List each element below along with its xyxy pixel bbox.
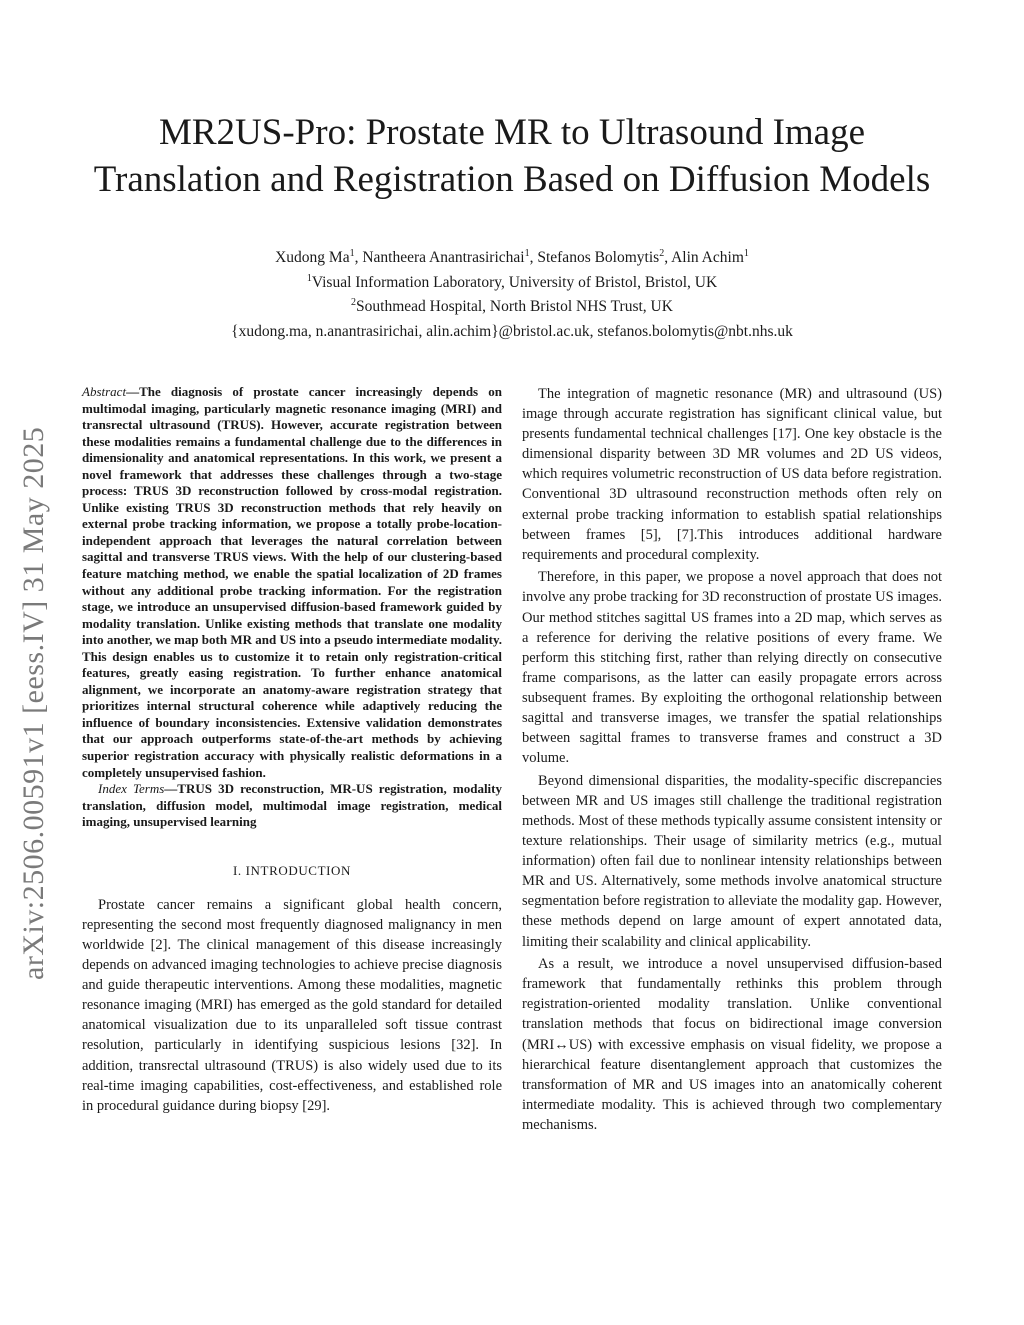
- body-paragraph: Beyond dimensional disparities, the modality-specific discrepancies between MR and US images still challenge the traditional registration methods. Most of these methods typically assume consistent intensity or texture relationships. Their usage of similarity metrics (e.g., mutual information) often fail due to nonlinear intensity relationships between MR and US. Alternatively, some methods involve anatomical structure segmentation before registration to alleviate the modality gap. However, these methods depend on large amount of expert annotated data, limiting their scalability and clinical applicability.: [522, 772, 942, 950]
- author-affiliation-mark: 1: [524, 247, 530, 259]
- body-paragraph: Prostate cancer remains a significant global health concern, representing the second most frequently diagnosed malignancy in men worldwide [2]. The clinical management of this disease increasingly depends on advanced imaging technologies to achieve precise diagnosis and guide therapeutic interventions. Among these modalities, magnetic resonance imaging (MRI) has emerged as the gold standard for detailed anatomical visualization due to its unparalleled soft tissue contrast resolution, particularly in identifying suspicious lesions [32]. In addition, transrectal ultrasound (TRUS) is also widely used due to its real-time imaging capabilities, cost-effectiveness, and established role in procedural guidance during biopsy [29].: [82, 896, 502, 1114]
- index-terms-text: —TRUS 3D reconstruction, MR-US registration, modality translation, diffusion model, multimodal image registration, medical imaging, unsupervised learning: [82, 781, 502, 830]
- author-name: Stefanos Bolomytis: [537, 249, 660, 266]
- section-number: I.: [232, 862, 242, 878]
- index-terms-label: Index Terms: [98, 781, 165, 797]
- left-column: [82, 384, 502, 1116]
- section-heading: [82, 863, 502, 879]
- arxiv-identifier: arXiv:2506.00591v1 [eess.IV] 31 May 2025: [17, 426, 50, 980]
- author-name: Nantheera Anantrasirichai: [362, 249, 525, 266]
- author-affiliation-mark: 1: [349, 247, 355, 259]
- author-name: Alin Achim: [671, 249, 744, 266]
- right-column: [522, 384, 942, 1135]
- author-affiliation-mark: 1: [743, 247, 749, 259]
- affiliation-line: [90, 271, 934, 296]
- arxiv-sidebar-stamp: [2, 340, 66, 980]
- paper-title: MR2US-Pro: Prostate MR to Ultrasound Image Translation and Registration Based on Diffusion Models: [93, 111, 931, 200]
- author-emails: {xudong.ma, n.anantrasirichai, alin.achim}@bristol.ac.uk, stefanos.bolomytis@nbt.nhs.uk: [231, 322, 793, 340]
- abstract-text: —The diagnosis of prostate cancer increasingly depends on multimodal imaging, particularly magnetic resonance imaging (MRI) and transrectal ultrasound (TRUS). However, accurate registration between these modalities remains a fundamental challenge due to the differences in dimensionality and anatomical representations. In this work, we present a novel framework that addresses these challenges through a two-stage process: TRUS 3D reconstruction followed by cross-modal registration. Unlike existing TRUS 3D reconstruction methods that rely heavily on external probe tracking information, we propose a totally probe-location-independent approach that leverages the natural correlation between sagittal and transverse TRUS views. With the help of our clustering-based feature matching method, we enable the spatial localization of 2D frames without any additional probe tracking information. For the registration stage, we introduce an unsupervised diffusion-based framework guided by modality translation. Unlike existing methods that translate one modality into another, we map both MR and US into a pseudo intermediate modality. This design enables us to customize it to retain only registration-critical features, greatly easing registration. To further enhance anatomical alignment, we incorporate an anatomy-aware registration strategy that prioritizes internal structural coherence while adaptively reducing the influence of boundary inconsistencies. Extensive validation demonstrates that our approach outperforms state-of-the-art methods by achieving superior registration accuracy with physically realistic deformations in a completely unsupervised fashion.: [82, 384, 502, 780]
- body-paragraph: Therefore, in this paper, we propose a novel approach that does not involve any probe tracking for 3D reconstruction of prostate US images. Our method stitches sagittal US frames into a 2D map, which serves as a reference for deriving the relative positions of every frame. We perform this stitching first, rather than relying directly on consecutive frame comparisons, as the latter can easily propagate errors across subsequent frames. By exploiting the orthogonal relationship between sagittal and transverse images, we transfer the spatial relationships between sagittal frames to transverse frames and construct a 3D volume.: [522, 569, 942, 767]
- affiliation-text: Southmead Hospital, North Bristol NHS Trust, UK: [356, 298, 673, 315]
- body-paragraph: The integration of magnetic resonance (MR) and ultrasound (US) image through accurate registration has significant clinical value, but presents fundamental technical challenges [17]. One key obstacle is the dimensional disparity between 3D MR volumes and 2D US videos, which requires volumetric reconstruction of US data before registration. Conventional 3D ultrasound reconstruction methods often rely on external probe tracking information to establish spatial relationships between frames [5], [7].This introduces additional hardware requirements and procedural complexity.: [522, 386, 942, 563]
- affiliation-mark: 2: [351, 296, 357, 308]
- section-title: INTRODUCTION: [245, 862, 352, 878]
- author-name: Xudong Ma: [275, 249, 350, 266]
- abstract-label: Abstract: [82, 384, 127, 399]
- author-affiliation-mark: 2: [659, 247, 665, 259]
- affiliation-mark: 1: [306, 272, 312, 284]
- abstract: [82, 384, 502, 781]
- author-names: Xudong Ma$^1$, Nantheera Anantrasirichai$^1$, Stefanos Bolomytis$^2$, Alin Achim$^1$: [275, 247, 749, 266]
- author-block: [90, 246, 934, 344]
- body-paragraph: As a result, we introduce a novel unsupervised diffusion-based framework that fundamentally rethinks this problem through registration-oriented modality translation. Unlike conventional translation methods that focus on bidirectional image conversion (MRI↔US) with excessive emphasis on visual fidelity, we propose a hierarchical feature disentanglement approach that customizes the transformation of MR and US images into an anatomically coherent intermediate modality. This is achieved through two complementary mechanisms.: [522, 956, 942, 1133]
- affiliation-line: [90, 295, 934, 320]
- affiliation-text: Visual Information Laboratory, University of Bristol, Bristol, UK: [311, 273, 718, 291]
- index-terms: [82, 781, 502, 831]
